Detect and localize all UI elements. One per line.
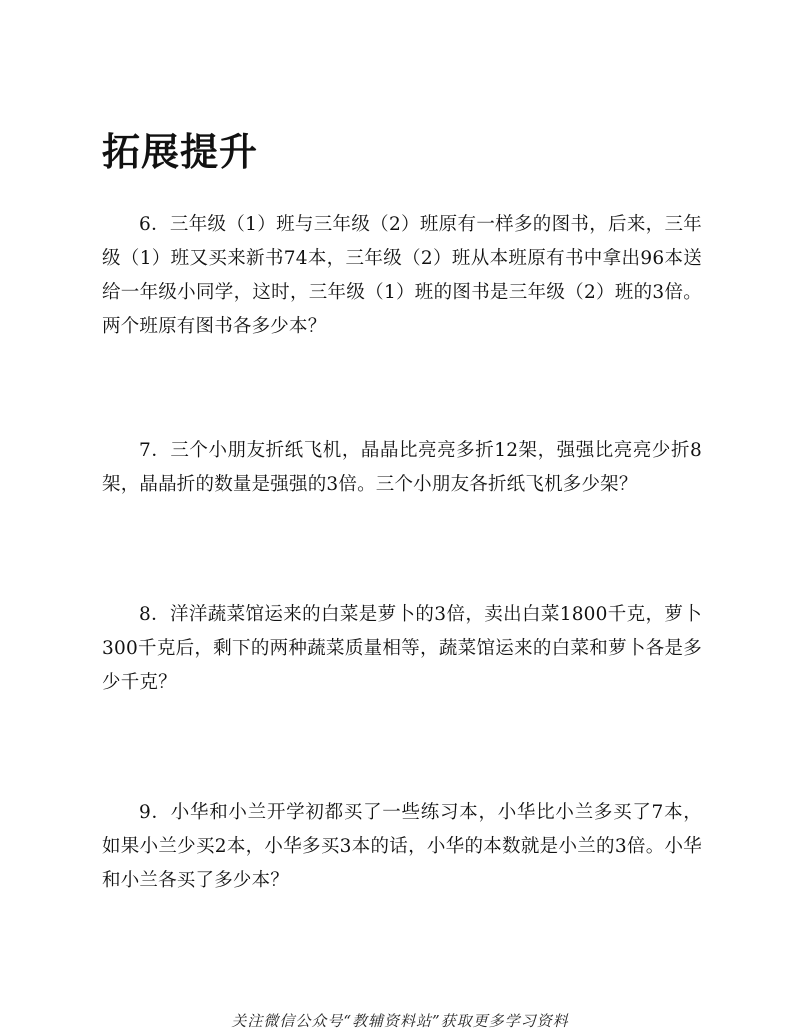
problem-7: 7．三个小朋友折纸飞机，晶晶比亮亮多折12架，强强比亮亮少折8架，晶晶折的数量是强强的3倍。三个小朋友各折纸飞机多少架？: [102, 440, 702, 495]
problem-9: 9．小华和小兰开学初都买了一些练习本，小华比小兰多买了7本，如果小兰少买2本，小华多买3本的话，小华的本数就是小兰的3倍。小华和小兰各买了多少本？: [102, 802, 702, 891]
problem-6: 6．三年级（1）班与三年级（2）班原有一样多的图书，后来，三年级（1）班又买来新书74本，三年级（2）班从本班原有书中拿出96本送给一年级小同学，这时，三年级（1）班的图书是三年级（2）班的3倍。两个班原有图书各多少本？: [102, 214, 702, 337]
footer-note: 关注微信公众号“教辅资料站”获取更多学习资料: [231, 1012, 569, 1030]
problem-8: 8．洋洋蔬菜馆运来的白菜是萝卜的3倍，卖出白菜1800千克，萝卜300千克后，剩下的两种蔬菜质量相等，蔬菜馆运来的白菜和萝卜各是多少千克？: [102, 604, 702, 693]
section-title: 拓展提升: [102, 129, 259, 174]
